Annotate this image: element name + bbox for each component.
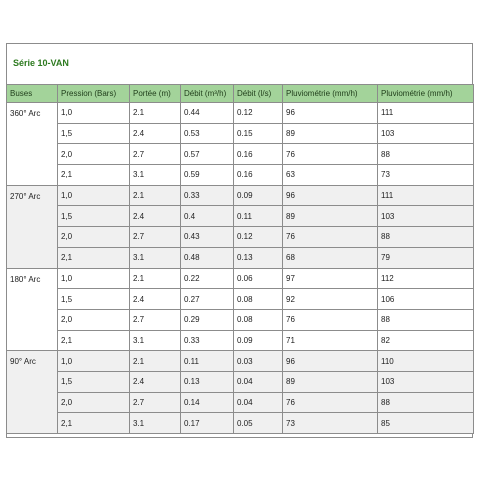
table-cell: 2.1 <box>130 268 181 289</box>
table-cell: 96 <box>283 351 378 372</box>
table-cell: 3.1 <box>130 330 181 351</box>
table-cell: 0.14 <box>181 392 234 413</box>
table-row <box>7 371 474 392</box>
table-cell: 79 <box>378 247 474 268</box>
header-row <box>7 85 474 103</box>
table-cell: 2.4 <box>130 206 181 227</box>
table-cell: 2.7 <box>130 309 181 330</box>
table-cell: 68 <box>283 247 378 268</box>
table-row <box>7 123 474 144</box>
table-cell: 0.57 <box>181 144 234 165</box>
table-cell: 96 <box>283 185 378 206</box>
table-cell: 103 <box>378 371 474 392</box>
table-row <box>7 330 474 351</box>
table-cell: 2,0 <box>58 309 130 330</box>
table-cell: 0.04 <box>234 392 283 413</box>
table-cell: 0.33 <box>181 185 234 206</box>
table-cell: 1,5 <box>58 123 130 144</box>
table-cell: 97 <box>283 268 378 289</box>
table-cell: 89 <box>283 206 378 227</box>
table-cell: 2.1 <box>130 185 181 206</box>
table-cell: 0.11 <box>234 206 283 227</box>
table-cell: 2.7 <box>130 144 181 165</box>
table-cell: 1,5 <box>58 206 130 227</box>
column-header: Pluviométrie (mm/h) <box>283 85 378 103</box>
table-cell: 111 <box>378 103 474 124</box>
table-cell: 1,5 <box>58 371 130 392</box>
table-cell: 3.1 <box>130 413 181 434</box>
table-cell: 0.05 <box>234 413 283 434</box>
column-header: Débit (l/s) <box>234 85 283 103</box>
table-row <box>7 392 474 413</box>
column-header: Pluviométrie (mm/h) <box>378 85 474 103</box>
nozzle-label: 90° Arc <box>7 351 58 434</box>
spec-table-panel <box>6 43 473 438</box>
table-cell: 103 <box>378 206 474 227</box>
table-cell: 71 <box>283 330 378 351</box>
table-cell: 1,0 <box>58 103 130 124</box>
table-row <box>7 227 474 248</box>
table-cell: 88 <box>378 144 474 165</box>
column-header: Portée (m) <box>130 85 181 103</box>
table-cell: 89 <box>283 123 378 144</box>
table-cell: 88 <box>378 392 474 413</box>
table-cell: 82 <box>378 330 474 351</box>
table-cell: 2.7 <box>130 392 181 413</box>
table-cell: 1,0 <box>58 268 130 289</box>
table-cell: 2,1 <box>58 413 130 434</box>
table-cell: 0.12 <box>234 227 283 248</box>
table-cell: 0.11 <box>181 351 234 372</box>
table-cell: 0.29 <box>181 309 234 330</box>
table-cell: 0.59 <box>181 165 234 186</box>
table-cell: 110 <box>378 351 474 372</box>
table-row <box>7 103 474 124</box>
table-cell: 88 <box>378 309 474 330</box>
table-row <box>7 185 474 206</box>
nozzle-label: 360° Arc <box>7 103 58 186</box>
table-cell: 0.06 <box>234 268 283 289</box>
table-cell: 111 <box>378 185 474 206</box>
table-cell: 0.04 <box>234 371 283 392</box>
table-cell: 2,0 <box>58 144 130 165</box>
table-cell: 0.27 <box>181 289 234 310</box>
table-cell: 76 <box>283 392 378 413</box>
table-cell: 88 <box>378 227 474 248</box>
table-row <box>7 165 474 186</box>
table-cell: 96 <box>283 103 378 124</box>
table-row <box>7 206 474 227</box>
table-cell: 0.09 <box>234 330 283 351</box>
table-cell: 2,0 <box>58 227 130 248</box>
table-row <box>7 351 474 372</box>
table-cell: 0.13 <box>181 371 234 392</box>
nozzle-label: 270° Arc <box>7 185 58 268</box>
table-cell: 0.03 <box>234 351 283 372</box>
table-cell: 0.12 <box>234 103 283 124</box>
table-cell: 92 <box>283 289 378 310</box>
table-cell: 2.4 <box>130 371 181 392</box>
table-cell: 0.48 <box>181 247 234 268</box>
table-cell: 0.33 <box>181 330 234 351</box>
column-header: Buses <box>7 85 58 103</box>
table-cell: 76 <box>283 227 378 248</box>
table-cell: 0.08 <box>234 289 283 310</box>
table-cell: 106 <box>378 289 474 310</box>
table-cell: 0.16 <box>234 165 283 186</box>
table-cell: 0.53 <box>181 123 234 144</box>
table-cell: 89 <box>283 371 378 392</box>
column-header: Pression (Bars) <box>58 85 130 103</box>
spec-table <box>6 84 474 434</box>
table-cell: 1,0 <box>58 351 130 372</box>
table-cell: 2.7 <box>130 227 181 248</box>
table-cell: 3.1 <box>130 165 181 186</box>
table-title: Série 10-VAN <box>13 58 69 68</box>
table-cell: 103 <box>378 123 474 144</box>
table-cell: 2,1 <box>58 165 130 186</box>
table-cell: 76 <box>283 144 378 165</box>
table-cell: 1,0 <box>58 185 130 206</box>
column-header: Débit (m³/h) <box>181 85 234 103</box>
table-cell: 0.16 <box>234 144 283 165</box>
table-row <box>7 413 474 434</box>
table-cell: 0.13 <box>234 247 283 268</box>
nozzle-label: 180° Arc <box>7 268 58 351</box>
table-cell: 2.1 <box>130 103 181 124</box>
table-cell: 1,5 <box>58 289 130 310</box>
table-cell: 2,0 <box>58 392 130 413</box>
table-cell: 2,1 <box>58 330 130 351</box>
table-cell: 0.43 <box>181 227 234 248</box>
table-row <box>7 309 474 330</box>
table-cell: 0.17 <box>181 413 234 434</box>
table-cell: 0.22 <box>181 268 234 289</box>
table-row <box>7 289 474 310</box>
table-cell: 0.08 <box>234 309 283 330</box>
table-cell: 0.15 <box>234 123 283 144</box>
table-cell: 76 <box>283 309 378 330</box>
table-cell: 2.1 <box>130 351 181 372</box>
table-cell: 85 <box>378 413 474 434</box>
table-cell: 0.44 <box>181 103 234 124</box>
table-cell: 63 <box>283 165 378 186</box>
table-row <box>7 247 474 268</box>
table-cell: 73 <box>283 413 378 434</box>
table-row <box>7 268 474 289</box>
table-row <box>7 144 474 165</box>
table-cell: 0.09 <box>234 185 283 206</box>
table-cell: 3.1 <box>130 247 181 268</box>
table-cell: 2.4 <box>130 123 181 144</box>
table-cell: 112 <box>378 268 474 289</box>
table-cell: 73 <box>378 165 474 186</box>
table-cell: 2.4 <box>130 289 181 310</box>
table-cell: 0.4 <box>181 206 234 227</box>
table-cell: 2,1 <box>58 247 130 268</box>
